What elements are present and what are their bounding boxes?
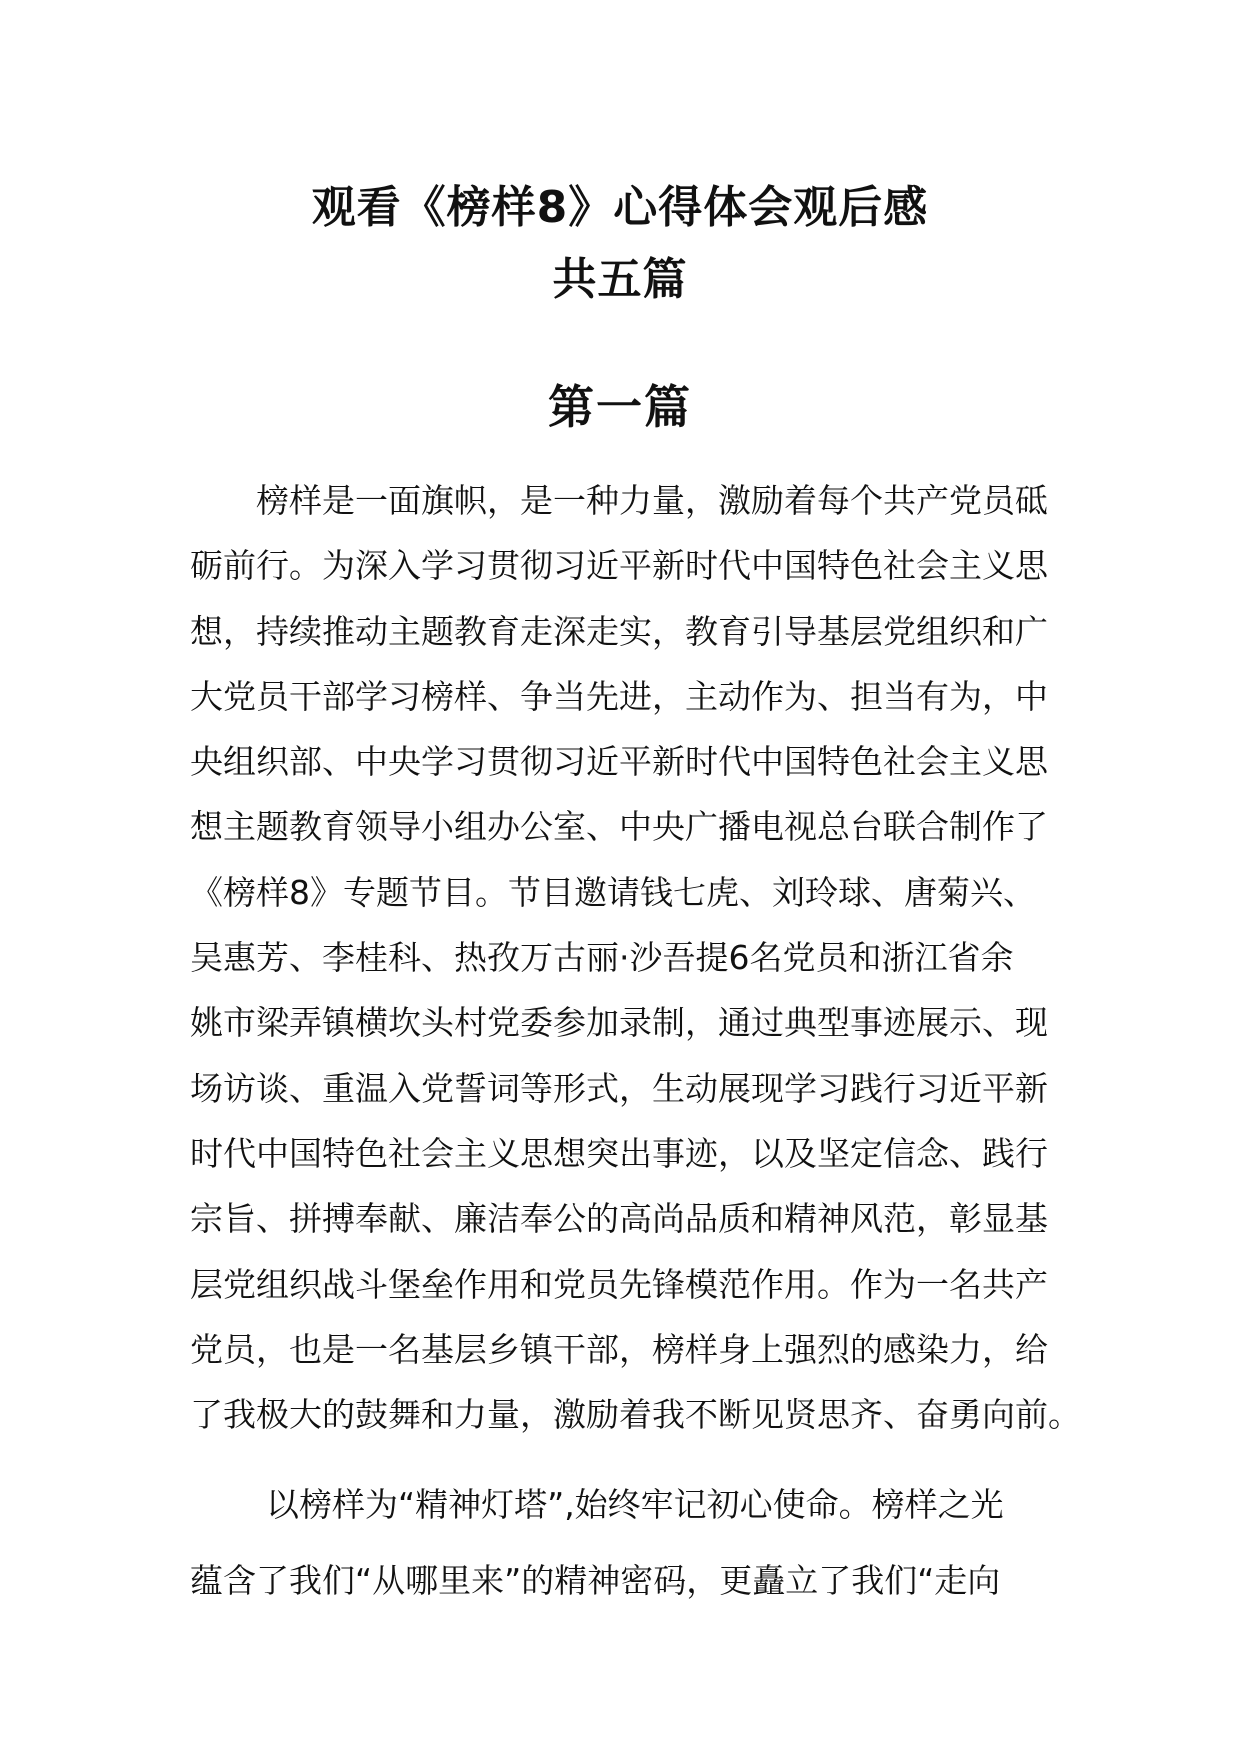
paragraph-line: 想，持续推动主题教育走深走实，教育引导基层党组织和广 (190, 611, 1048, 651)
paragraph-line: 姚市梁弄镇横坎头村党委参加录制，通过典型事迹展示、现 (190, 1003, 1048, 1043)
paragraph-line: 宗旨、拼搏奉献、廉洁奉公的高尚品质和精神风范，彰显基 (190, 1199, 1048, 1239)
chapter-heading: 第一篇 (548, 380, 692, 434)
paragraph-line: 吴惠芳、李桂科、热孜万古丽·沙吾提6名党员和浙江省余 (190, 938, 1014, 978)
paragraph-line: 时代中国特色社会主义思想突出事迹，以及坚定信念、践行 (190, 1133, 1048, 1173)
paragraph-line: 《榜样8》专题节目。节目邀请钱七虎、刘玲球、唐菊兴、 (190, 872, 1036, 912)
paragraph-line: 场访谈、重温入党誓词等形式，生动展现学习践行习近平新 (190, 1068, 1048, 1108)
paragraph-line: 层党组织战斗堡垒作用和党员先锋模范作用。作为一名共产 (190, 1264, 1048, 1304)
paragraph-line: 砺前行。为深入学习贯彻习近平新时代中国特色社会主义思 (190, 546, 1048, 586)
paragraph-line: 党员，也是一名基层乡镇干部，榜样身上强烈的感染力，给 (190, 1329, 1048, 1369)
paragraph-line: 想主题教育领导小组办公室、中央广播电视总台联合制作了 (190, 807, 1048, 847)
paragraph-line: 了我极大的鼓舞和力量，激励着我不断见贤思齐、奋勇向前。 (190, 1395, 1081, 1435)
paragraph-line: 大党员干部学习榜样、争当先进，主动作为、担当有为，中 (190, 676, 1048, 716)
paragraph-2 (190, 1467, 1048, 1619)
paragraph-line: 榜样是一面旗帜，是一种力量，激励着每个共产党员砥 (256, 481, 1048, 520)
document-title: 观看《榜样8》心得体会观后感 (311, 182, 929, 233)
paragraph-line: 央组织部、中央学习贯彻习近平新时代中国特色社会主义思 (190, 742, 1048, 782)
paragraph-1 (190, 468, 1081, 1447)
document-subtitle: 共五篇 (552, 254, 688, 305)
paragraph-line: 以榜样为“精神灯塔”,始终牢记初心使命。榜样之光 (266, 1485, 1004, 1524)
paragraph-line: 蕴含了我们“从哪里来”的精神密码，更矗立了我们“走向 (190, 1561, 1001, 1600)
